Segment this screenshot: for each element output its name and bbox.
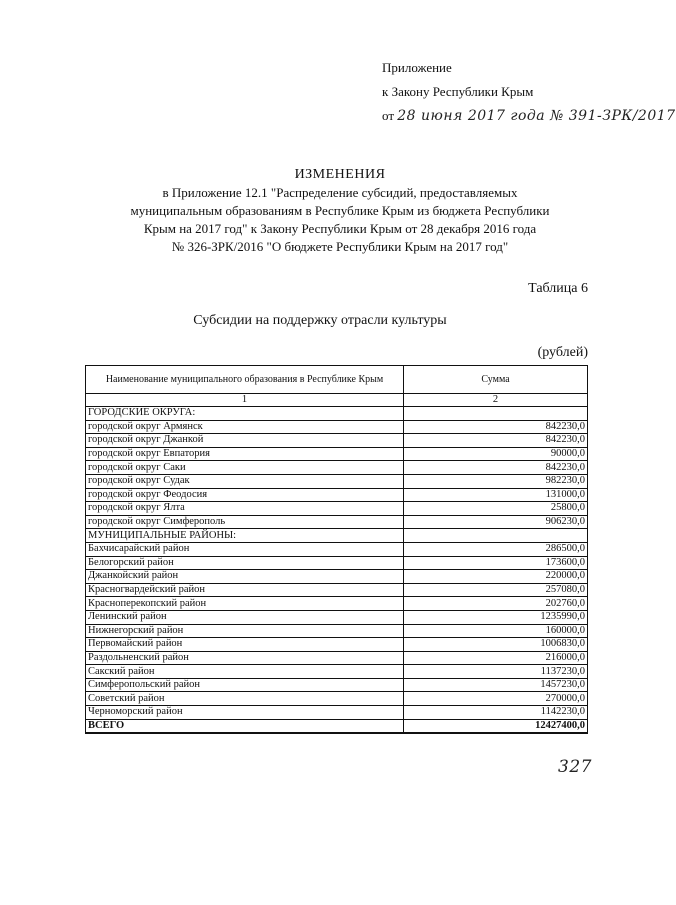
table-row [86,678,588,692]
table-row [86,638,588,652]
row-name: городской округ Евпатория [86,447,404,461]
row-name: Нижнегорский район [86,624,404,638]
row-sum: 1457230,0 [404,678,588,692]
section-title: ГОРОДСКИЕ ОКРУГА: [86,407,404,421]
table-row [86,692,588,706]
appendix-date [382,104,676,128]
appendix-date-prefix: от [382,108,395,123]
table-header-row [86,366,588,394]
table-row [86,651,588,665]
table-row [86,461,588,475]
row-sum: 173600,0 [404,556,588,570]
units-label: (рублей) [537,345,588,360]
row-sum: 90000,0 [404,447,588,461]
row-sum: 257080,0 [404,583,588,597]
row-sum: 982230,0 [404,474,588,488]
document-title [60,166,620,256]
row-name: городской округ Армянск [86,420,404,434]
row-sum: 1006830,0 [404,638,588,652]
row-name: Симферопольский район [86,678,404,692]
index-1: 1 [86,394,404,407]
table-row [86,420,588,434]
row-name: Белогорский район [86,556,404,570]
total-row [86,719,588,733]
table-row [86,610,588,624]
page-number: 327 [558,757,592,777]
title-heading: ИЗМЕНЕНИЯ [294,167,386,182]
appendix-law: к Закону Республики Крым [382,84,534,99]
table-row [86,583,588,597]
row-name: Красногвардейский район [86,583,404,597]
row-sum: 842230,0 [404,461,588,475]
table-row [86,434,588,448]
subsidies-table [85,365,588,734]
table-row [86,624,588,638]
row-name: городской округ Судак [86,474,404,488]
row-name: Бахчисарайский район [86,542,404,556]
row-sum: 1235990,0 [404,610,588,624]
title-line-2: муниципальным образованиям в Республике Крым из бюджета Республики [130,203,550,218]
table-row [86,597,588,611]
row-name: Черноморский район [86,706,404,720]
row-name: Джанкойский район [86,570,404,584]
row-sum: 202760,0 [404,597,588,611]
row-name: Сакский район [86,665,404,679]
total-label: ВСЕГО [86,719,404,733]
table-row [86,570,588,584]
appendix-block [382,56,676,128]
table-caption: Субсидии на поддержку отрасли культуры [193,313,447,328]
table-row [86,556,588,570]
table-row [86,502,588,516]
row-sum: 25800,0 [404,502,588,516]
title-line-3: Крым на 2017 год" к Закону Республики Крым от 28 декабря 2016 года [143,221,537,236]
row-sum: 842230,0 [404,434,588,448]
table-row [86,665,588,679]
table-row [86,515,588,529]
table-row [86,474,588,488]
handwritten-date: 28 июня 2017 года № 391-ЗРК/2017 [397,108,676,124]
table-row [86,706,588,720]
section-row [86,529,588,543]
row-name: городской округ Феодосия [86,488,404,502]
row-name: городской округ Саки [86,461,404,475]
row-name: городской округ Ялта [86,502,404,516]
table-row [86,447,588,461]
row-name: городской округ Симферополь [86,515,404,529]
title-line-4: № 326-ЗРК/2016 "О бюджете Республики Крым на 2017 год" [171,239,509,254]
section-row [86,407,588,421]
row-sum: 1142230,0 [404,706,588,720]
table-row [86,488,588,502]
section-empty [404,407,588,421]
table-label: Таблица 6 [528,281,588,296]
section-empty [404,529,588,543]
index-2: 2 [404,394,588,407]
row-sum: 131000,0 [404,488,588,502]
title-line-1: в Приложение 12.1 "Распределение субсидий, предоставляемых [162,185,518,200]
row-sum: 160000,0 [404,624,588,638]
row-sum: 842230,0 [404,420,588,434]
index-row [86,394,588,407]
row-sum: 286500,0 [404,542,588,556]
row-name: Ленинский район [86,610,404,624]
row-sum: 216000,0 [404,651,588,665]
row-sum: 220000,0 [404,570,588,584]
row-sum: 906230,0 [404,515,588,529]
header-name: Наименование муниципального образования в Республике Крым [86,366,404,394]
total-sum: 12427400,0 [404,719,588,733]
row-name: Красноперекопский район [86,597,404,611]
appendix-title: Приложение [382,60,452,75]
section-title: МУНИЦИПАЛЬНЫЕ РАЙОНЫ: [86,529,404,543]
table-row [86,542,588,556]
row-name: городской округ Джанкой [86,434,404,448]
row-sum: 270000,0 [404,692,588,706]
header-sum: Сумма [404,366,588,394]
row-sum: 1137230,0 [404,665,588,679]
row-name: Раздольненский район [86,651,404,665]
row-name: Советский район [86,692,404,706]
row-name: Первомайский район [86,638,404,652]
